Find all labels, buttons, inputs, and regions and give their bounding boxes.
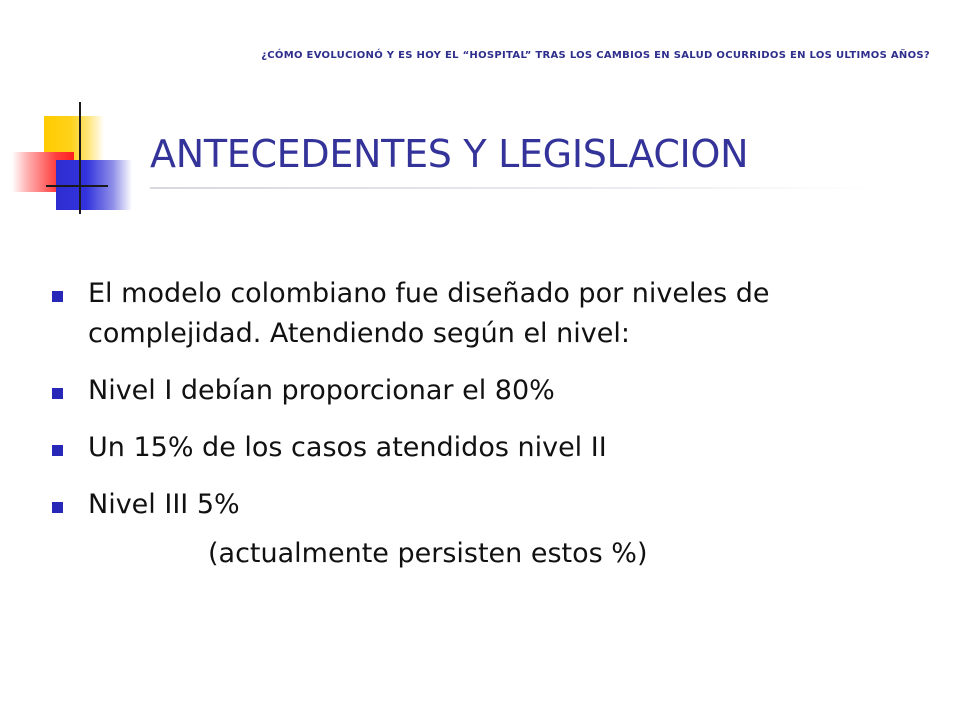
bullet-text: Un 15% de los casos atendidos nivel II: [88, 432, 607, 463]
bullet-text: El modelo colombiano fue diseñado por niveles de complejidad. Atendiendo según el nivel:: [88, 278, 770, 349]
square-bullet-icon: [52, 291, 63, 302]
color-blocks-decoration: [0, 100, 140, 220]
vertical-line: [79, 102, 81, 214]
bullet-text: Nivel III 5%: [88, 489, 240, 520]
square-bullet-icon: [52, 502, 63, 513]
persist-note: (actualmente persisten estos %): [208, 538, 648, 569]
title-underline: [150, 187, 870, 189]
horizontal-line: [46, 185, 108, 187]
slide-subtitle: ¿CÓMO EVOLUCIONÓ Y ES HOY EL “HOSPITAL” TRAS LOS CAMBIOS EN SALUD OCURRIDOS EN LOS ULTIMOS AÑOS?: [261, 50, 930, 61]
square-bullet-icon: [52, 388, 63, 399]
bullet-text: Nivel I debían proporcionar el 80%: [88, 375, 555, 406]
bullet-item: [0, 428, 878, 468]
bullet-list: [0, 274, 960, 542]
bullet-item: [0, 371, 878, 411]
bullet-item: [0, 485, 878, 525]
square-bullet-icon: [52, 445, 63, 456]
bullet-item: [0, 274, 878, 354]
slide-title: ANTECEDENTES Y LEGISLACION: [150, 132, 749, 176]
